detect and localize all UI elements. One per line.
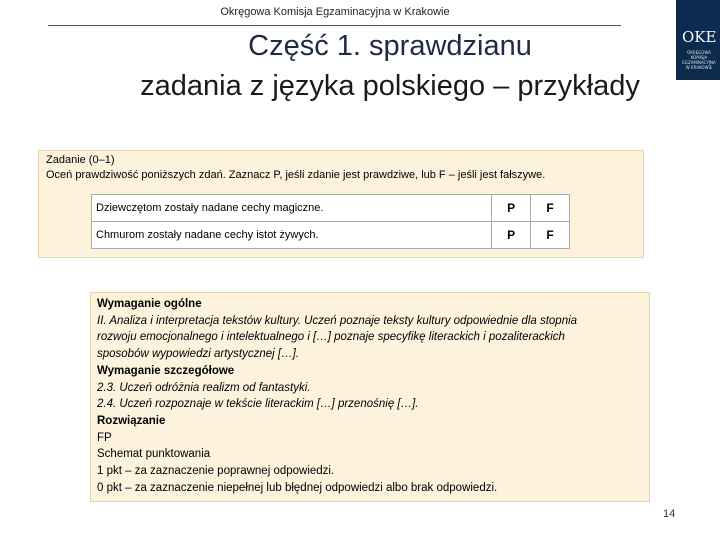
option-true[interactable]: P (492, 195, 531, 222)
detailed-requirement-line: 2.4. Uczeń rozpoznaje w tekście literackim […] przenośnię […]. (97, 398, 419, 411)
detailed-requirement-heading: Wymaganie szczegółowe (97, 364, 235, 377)
general-requirement-line: rozwoju emocjonalnego i intelektualnego i […] poznaje specyfikę literackich i pozaliterackich (97, 331, 565, 344)
option-true[interactable]: P (492, 222, 531, 249)
statement-text: Chmurom zostały nadane cechy istot żywych. (92, 222, 492, 249)
scoring-line: 1 pkt – za zaznaczenie poprawnej odpowiedzi. (97, 465, 335, 478)
page-number: 14 (663, 508, 676, 520)
detailed-requirement-line: 2.3. Uczeń odróżnia realizm od fantastyki. (97, 381, 311, 394)
statement-text: Dziewczętom zostały nadane cechy magiczne. (92, 195, 492, 222)
header-organization: Okręgowa Komisja Egzaminacyjna w Krakowie (220, 6, 450, 18)
statements-table (91, 194, 570, 249)
option-false[interactable]: F (531, 222, 570, 249)
table-row (92, 195, 570, 222)
header-rule (48, 25, 621, 26)
solution-value: FP (97, 431, 112, 444)
scoring-line: 0 pkt – za zaznaczenie niepełnej lub błędnej odpowiedzi albo brak odpowiedzi. (97, 481, 498, 494)
task-box (38, 150, 644, 258)
task-instruction: Oceń prawdziwość poniższych zdań. Zaznacz P, jeśli zdanie jest prawdziwe, lub F – jeśli jest fałszywe. (46, 169, 546, 181)
slide-title-line-2: zadania z języka polskiego – przykłady (140, 70, 640, 102)
table-row (92, 222, 570, 249)
logo-text: OKRĘGOWA KOMISJA EGZAMINACYJNA W KRAKOWIE (682, 50, 716, 70)
solution-heading: Rozwiązanie (97, 414, 166, 427)
slide-title-line-1: Część 1. sprawdzianu (248, 30, 532, 62)
option-false[interactable]: F (531, 195, 570, 222)
requirements-box (90, 292, 650, 502)
general-requirement-line: sposobów wypowiedzi artystycznej […]. (97, 348, 299, 361)
task-heading: Zadanie (0–1) (46, 154, 115, 166)
general-requirement-heading: Wymaganie ogólne (97, 298, 202, 310)
general-requirement-line: II. Analiza i interpretacja tekstów kultury. Uczeń poznaje teksty kultury odpowiednie dla stopnia (97, 314, 578, 327)
scoring-heading: Schemat punktowania (97, 448, 211, 461)
logo-mark: OKE (682, 28, 717, 46)
